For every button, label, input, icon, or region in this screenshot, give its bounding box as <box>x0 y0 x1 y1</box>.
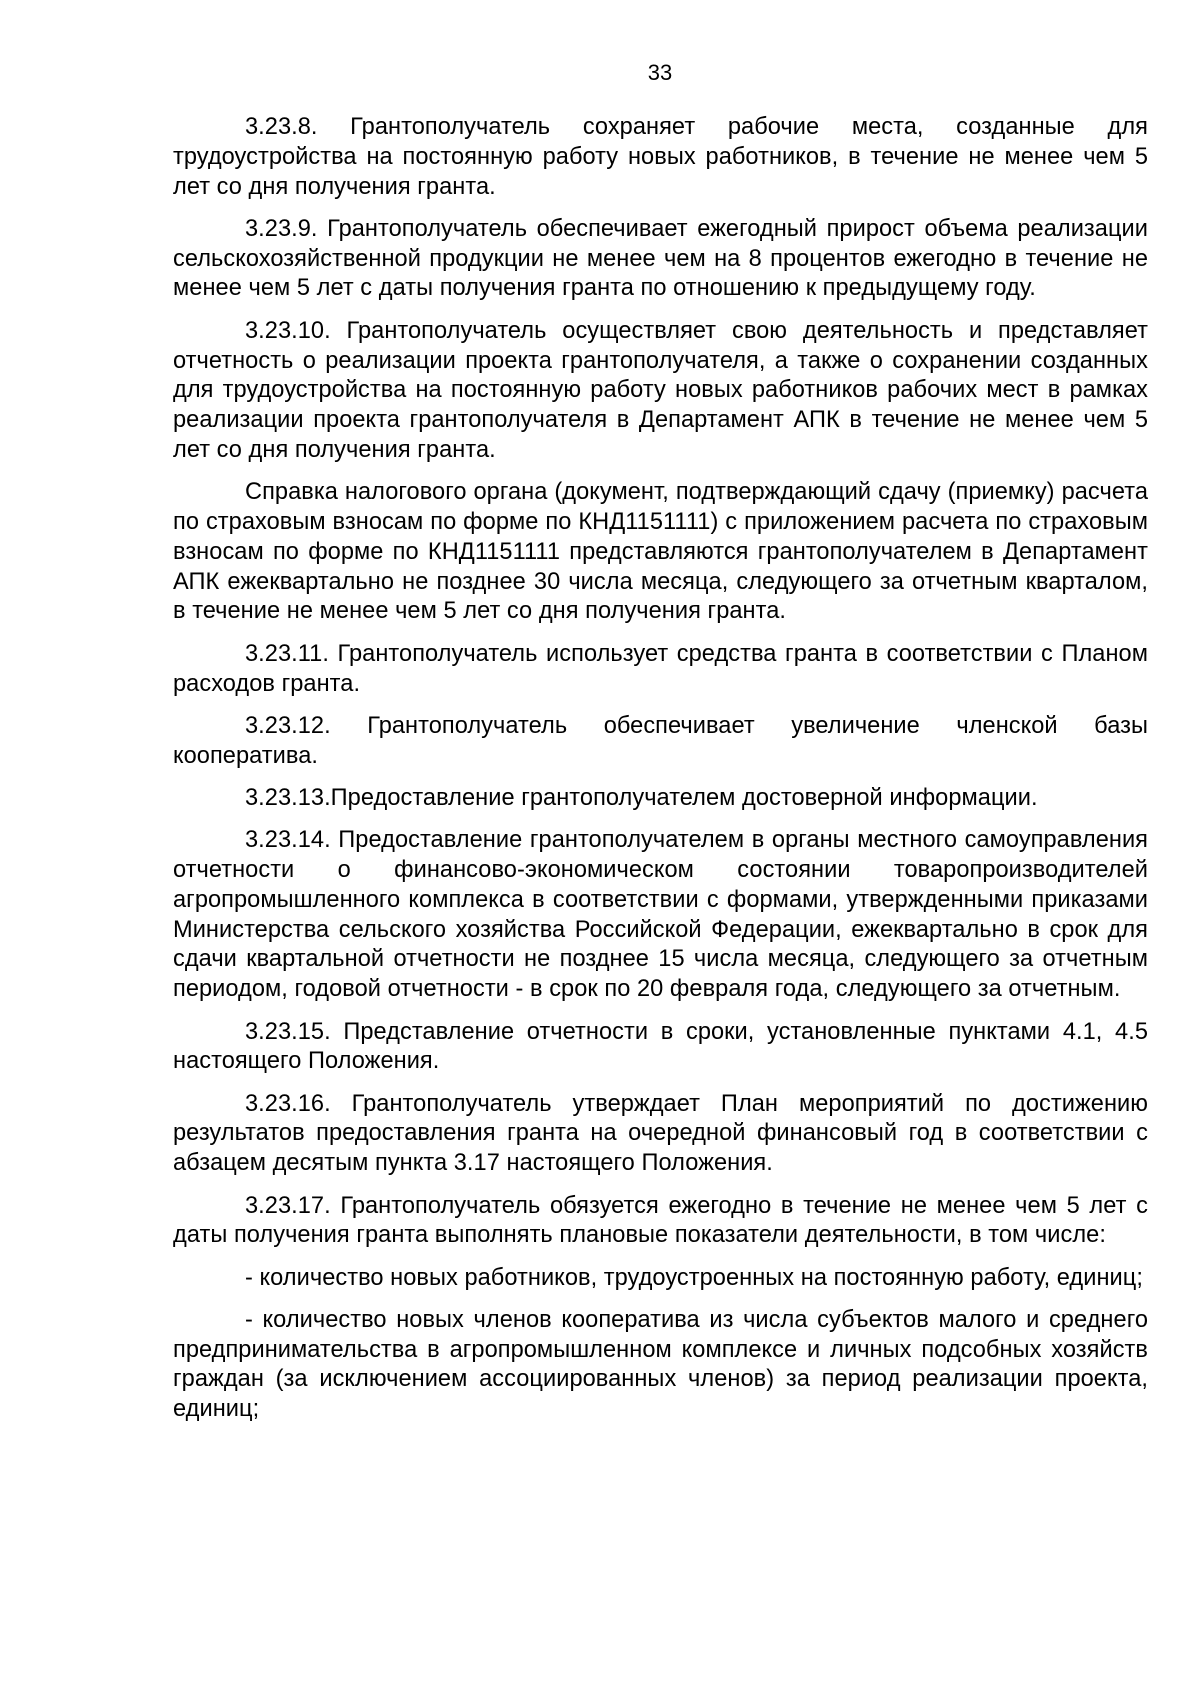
paragraph-3-23-17: 3.23.17. Грантополучатель обязуется ежегодно в течение не менее чем 5 лет с даты получения гранта выполнять плановые показатели деятельности, в том числе: <box>173 1192 1148 1249</box>
page-number: 33 <box>647 60 673 85</box>
paragraph-3-23-14: 3.23.14. Предоставление грантополучателем в органы местного самоуправления отчетности о финансово-экономическом состоянии товаропроизводителей агропромышленного комплекса в соответствии с формами, утвержденными приказами Министерства сельского хозяйства Российской Федерации, ежеквартально в срок для сдачи квартальной отчетности не позднее 15 числа месяца, следующего за отчетным периодом, годовой отчетности - в срок по 20 февраля года, следующего за отчетным. <box>173 827 1148 1003</box>
paragraph-3-23-10: 3.23.10. Грантополучатель осуществляет свою деятельность и представляет отчетность о реализации проекта грантополучателя, а также о сохранении созданных для трудоустройства на постоянную работу новых работников рабочих мест в рамках реализации проекта грантополучателя в Департамент АПК в течение не менее чем 5 лет со дня получения гранта. <box>173 317 1148 463</box>
document-body <box>173 113 1148 1438</box>
paragraph-3-23-12: 3.23.12. Грантополучатель обеспечивает увеличение членской базы кооператива. <box>173 712 1148 769</box>
paragraph-3-23-13: 3.23.13.Предоставление грантополучателем достоверной информации. <box>245 784 1038 811</box>
paragraph-3-23-15: 3.23.15. Представление отчетности в сроки, установленные пунктами 4.1, 4.5 настоящего Положения. <box>173 1018 1148 1075</box>
paragraph-tax-certificate: Справка налогового органа (документ, подтверждающий сдачу (приемку) расчета по страховым взносам по форме по КНД1151111) с приложением расчета по страховым взносам по форме по КНД1151111 представляются грантополучателем в Департамент АПК ежеквартально не позднее 30 числа месяца, следующего за отчетным кварталом, в течение не менее чем 5 лет со дня получения гранта. <box>173 479 1148 625</box>
paragraph-3-23-16: 3.23.16. Грантополучатель утверждает План мероприятий по достижению результатов предоставления гранта на очередной финансовый год в соответствии с абзацем десятым пункта 3.17 настоящего Положения. <box>173 1090 1148 1177</box>
list-item-new-employees: - количество новых работников, трудоустроенных на постоянную работу, единиц; <box>245 1264 1143 1291</box>
list-item-new-members: - количество новых членов кооператива из числа субъектов малого и среднего предпринимательства в агропромышленном комплексе и личных подсобных хозяйств граждан (за исключением ассоциированных членов) за период реализации проекта, единиц; <box>173 1306 1148 1423</box>
paragraph-3-23-8: 3.23.8. Грантополучатель сохраняет рабочие места, созданные для трудоустройства на постоянную работу новых работников, в течение не менее чем 5 лет со дня получения гранта. <box>173 114 1148 200</box>
paragraph-3-23-11: 3.23.11. Грантополучатель использует средства гранта в соответствии с Планом расходов гранта. <box>173 640 1148 697</box>
paragraph-3-23-9: 3.23.9. Грантополучатель обеспечивает ежегодный прирост объема реализации сельскохозяйственной продукции не менее чем на 8 процентов ежегодно в течение не менее чем 5 лет с даты получения гранта по отношению к предыдущему году. <box>173 215 1148 302</box>
